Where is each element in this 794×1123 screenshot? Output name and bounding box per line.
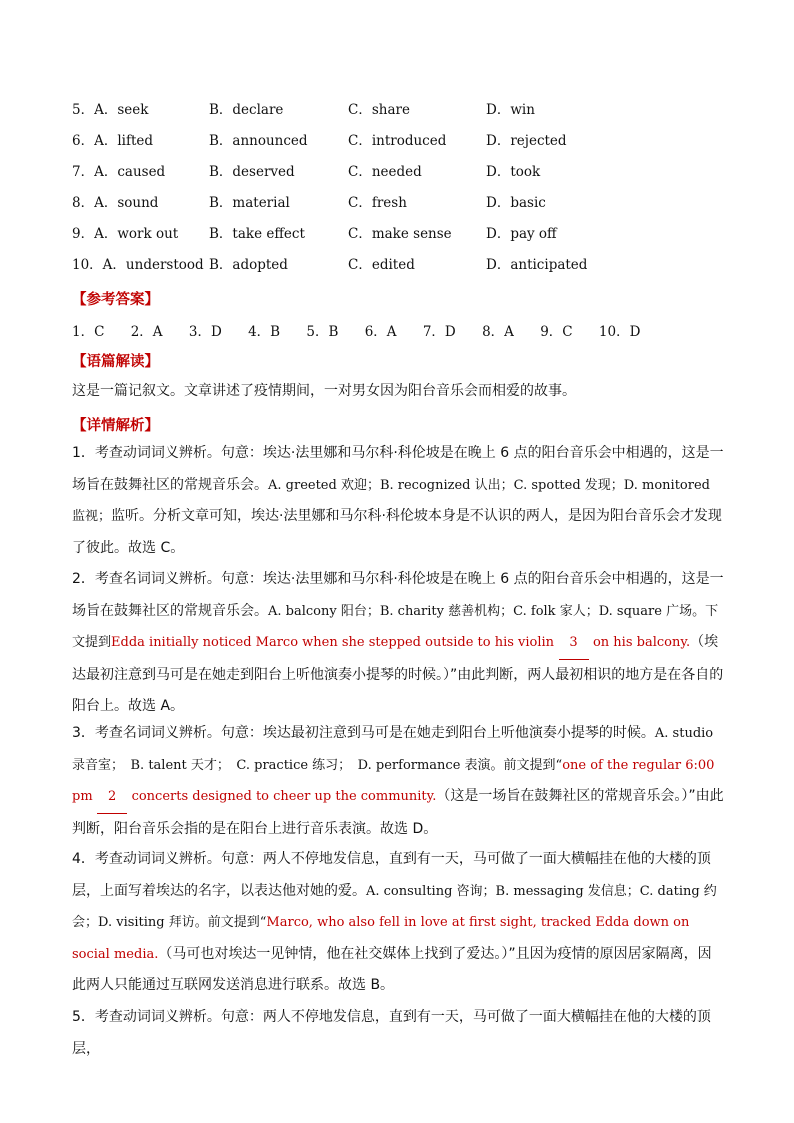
option: 10．A．understood	[72, 257, 204, 273]
quoted-text: one of the regular 6:00 pm	[72, 757, 715, 804]
answer-item: 2．A	[130, 324, 163, 340]
option: D．rejected	[486, 133, 567, 149]
option: D．pay off	[486, 226, 557, 242]
explanation-text: 4．考查动词词义辨析。句意：两人不停地发信息，直到有一天，马可做了一面大横幅挂在他的大楼的顶层，上面写着埃达的名字，以表达他对她的爱。	[72, 851, 711, 899]
quoted-text: Edda initially noticed Marco when she stepped outside to his violin	[111, 635, 555, 650]
option: 7．A．caused	[72, 164, 166, 180]
option: C．edited	[348, 257, 415, 273]
option: 5．A．seek	[72, 102, 149, 118]
option: C．introduced	[348, 133, 447, 149]
option: C．share	[348, 102, 410, 118]
option: 9．A．work out	[72, 226, 179, 242]
explanation-text: （这是一场旨在鼓舞社区的常规音乐会。）”由此判断，阳台音乐会指的是在阳台上进行音乐表演。故选 D。	[72, 788, 724, 837]
explanation-text: （马可也对埃达一见钟情，他在社交媒体上找到了爱达。）”且因为疫情的原因居家隔离，因此两人只能通过互联网发送消息进行联系。故选 B。	[72, 945, 712, 993]
explanation-options: A. studio 录音室； B. talent 天才； C. practice 练习； D. performance 表演。前文提到“	[72, 726, 714, 773]
answer-item: 3．D	[188, 324, 222, 340]
option: C．needed	[348, 164, 422, 180]
answer-list	[72, 320, 662, 340]
answer-item: 5．B	[306, 324, 339, 340]
explanation-text: 1．考查动词词义辨析。句意：埃达·法里娜和马尔科·科伦坡是在晚上 6 点的阳台音乐会中相遇的，这是一场旨在鼓舞社区的常规音乐会。	[72, 445, 724, 493]
detail-heading: 【详情解析】	[72, 418, 159, 434]
explanation-text: 5．考查动词词义辨析。句意：两人不停地发信息，直到有一天，马可做了一面大横幅挂在他的大楼的顶层，	[72, 1009, 711, 1057]
option: 6．A．lifted	[72, 133, 154, 149]
explanation-text: 3．考查名词词义辨析。句意：埃达最初注意到马可是在她走到阳台上听他演奏小提琴的时候。	[72, 725, 655, 741]
option: D．basic	[486, 195, 546, 211]
blank-number: 3	[559, 627, 589, 660]
explanation-text: （埃达最初注意到马可是在她走到阳台上听他演奏小提琴的时候。）”由此判断，两人最初相识的地方是在各自的阳台上。故选 A。	[72, 634, 724, 714]
explanation-3	[72, 718, 724, 845]
explanation-options: A. greeted 欢迎；B. recognized 认出；C. spotted 发现；D. monitored 监视；	[72, 477, 710, 524]
explanation-options: A. consulting 咨询；B. messaging 发信息；C. dating 约会；D. visiting 拜访。前文提到“	[72, 883, 717, 930]
quoted-text: concerts designed to cheer up the community.	[131, 789, 437, 804]
answer-item: 9．C	[540, 324, 573, 340]
quoted-text: Marco, who also fell in love at first sight, tracked Edda down on social media.	[72, 915, 690, 962]
option: D．win	[486, 102, 535, 118]
answer-item: 7．D	[422, 324, 456, 340]
option: B．declare	[209, 102, 284, 118]
option: B．announced	[209, 133, 308, 149]
option: B．deserved	[209, 164, 295, 180]
option: D．took	[486, 164, 541, 180]
quoted-text: on his balcony.	[592, 635, 691, 650]
explanation-text: 2．考查名词词义辨析。句意：埃达·法里娜和马尔科·科伦坡是在晚上 6 点的阳台音乐会中相遇的，这是一场旨在鼓舞社区的常规音乐会。	[72, 571, 724, 619]
explanation-1	[72, 438, 724, 564]
explanation-2	[72, 564, 724, 723]
option: B．take effect	[209, 226, 305, 242]
option: B．adopted	[209, 257, 288, 273]
explanation-5	[72, 1002, 724, 1065]
reading-summary: 这是一篇记叙文。文章讲述了疫情期间，一对男女因为阳台音乐会而相爱的故事。	[72, 383, 576, 399]
option: D．anticipated	[486, 257, 588, 273]
explanation-4	[72, 844, 724, 1002]
explanation-options: A. balcony 阳台；B. charity 慈善机构；C. folk 家人；D. square 广场。下文提到	[72, 603, 719, 650]
explanation-text: 监听。分析文章可知，埃达·法里娜和马尔科·科伦坡本身是不认识的两人，是因为阳台音乐会才发现了彼此。故选 C。	[72, 508, 722, 556]
reading-heading: 【语篇解读】	[72, 354, 159, 370]
answer-item: 4．B	[248, 324, 281, 340]
option: B．material	[209, 195, 290, 211]
option: C．fresh	[348, 195, 407, 211]
option: 8．A．sound	[72, 195, 159, 211]
answer-heading: 【参考答案】	[72, 292, 159, 308]
option: C．make sense	[348, 226, 452, 242]
blank-number: 2	[97, 781, 127, 814]
answer-item: 1．C	[72, 324, 105, 340]
answer-item: 6．A	[364, 324, 397, 340]
answer-item: 10．D	[598, 324, 641, 340]
answer-item: 8．A	[482, 324, 514, 340]
